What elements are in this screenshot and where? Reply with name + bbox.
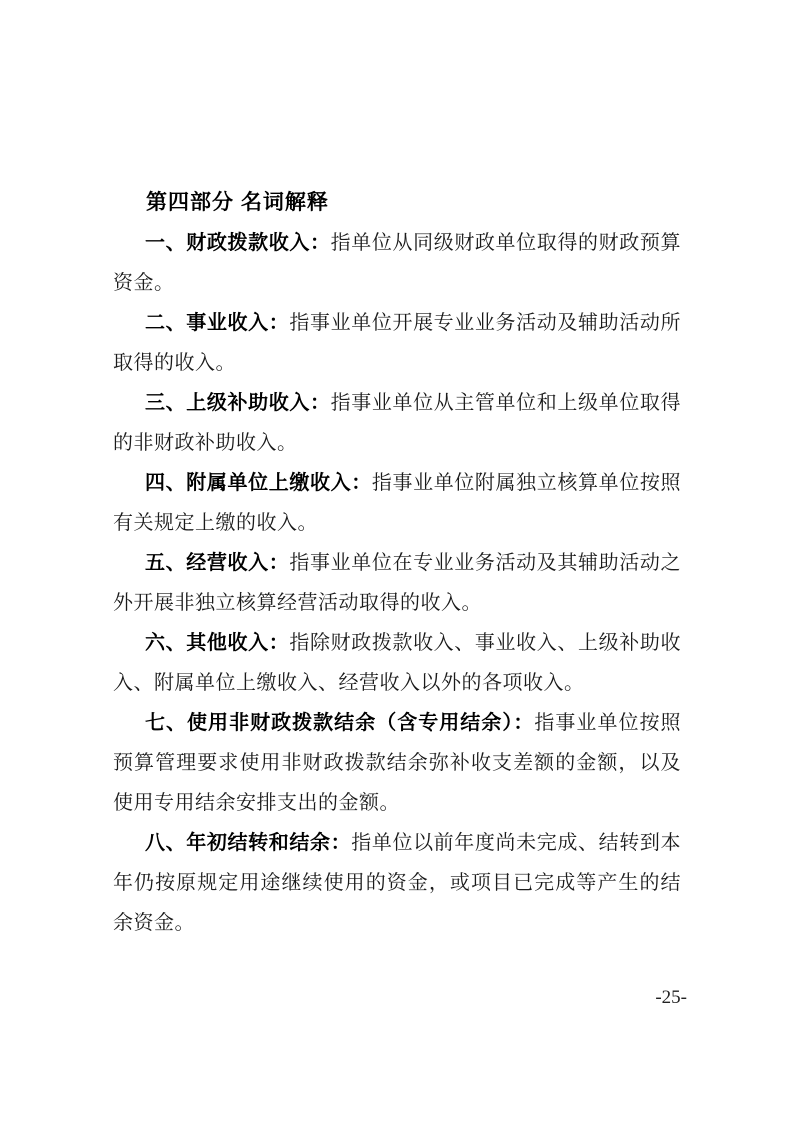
term-label: 三、上级补助收入： bbox=[145, 392, 331, 414]
definition-paragraph bbox=[113, 703, 681, 823]
term-label: 五、经营收入： bbox=[145, 552, 290, 574]
definition-paragraph bbox=[113, 463, 681, 543]
term-label: 一、财政拨款收入： bbox=[145, 232, 331, 254]
term-definition: 指事业单位在专业业务活动及其辅助活动之外开展非独立核算经营活动取得的收入。 bbox=[113, 552, 682, 614]
document-content bbox=[113, 183, 681, 943]
page-number: -25- bbox=[655, 987, 687, 1008]
definition-paragraph bbox=[113, 303, 681, 383]
definition-paragraph bbox=[113, 623, 681, 703]
term-label: 四、附属单位上缴收入： bbox=[145, 472, 372, 494]
definition-paragraph bbox=[113, 383, 681, 463]
term-definition: 指事业单位附属独立核算单位按照有关规定上缴的收入。 bbox=[113, 472, 682, 534]
term-label: 八、年初结转和结余： bbox=[145, 832, 352, 854]
term-definition: 指除财政拨款收入、事业收入、上级补助收入、附属单位上缴收入、经营收入以外的各项收入。 bbox=[113, 632, 682, 694]
term-definition: 指事业单位按照预算管理要求使用非财政拨款结余弥补收支差额的金额，以及使用专用结余安排支出的金额。 bbox=[113, 712, 682, 814]
term-definition: 指单位从同级财政单位取得的财政预算资金。 bbox=[113, 232, 682, 294]
term-label: 六、其他收入： bbox=[145, 632, 290, 654]
term-definition: 指事业单位开展专业业务活动及辅助活动所取得的收入。 bbox=[113, 312, 682, 374]
term-label: 二、事业收入： bbox=[145, 312, 290, 334]
definition-paragraph bbox=[113, 823, 681, 943]
term-definition: 指单位以前年度尚未完成、结转到本年仍按原规定用途继续使用的资金，或项目已完成等产生的结余资金。 bbox=[113, 832, 682, 934]
term-definition: 指事业单位从主管单位和上级单位取得的非财政补助收入。 bbox=[113, 392, 682, 454]
definition-paragraph bbox=[113, 543, 681, 623]
section-title: 第四部分 名词解释 bbox=[146, 191, 329, 214]
term-label: 七、使用非财政拨款结余（含专用结余）： bbox=[145, 712, 535, 734]
definition-paragraph bbox=[113, 223, 681, 303]
